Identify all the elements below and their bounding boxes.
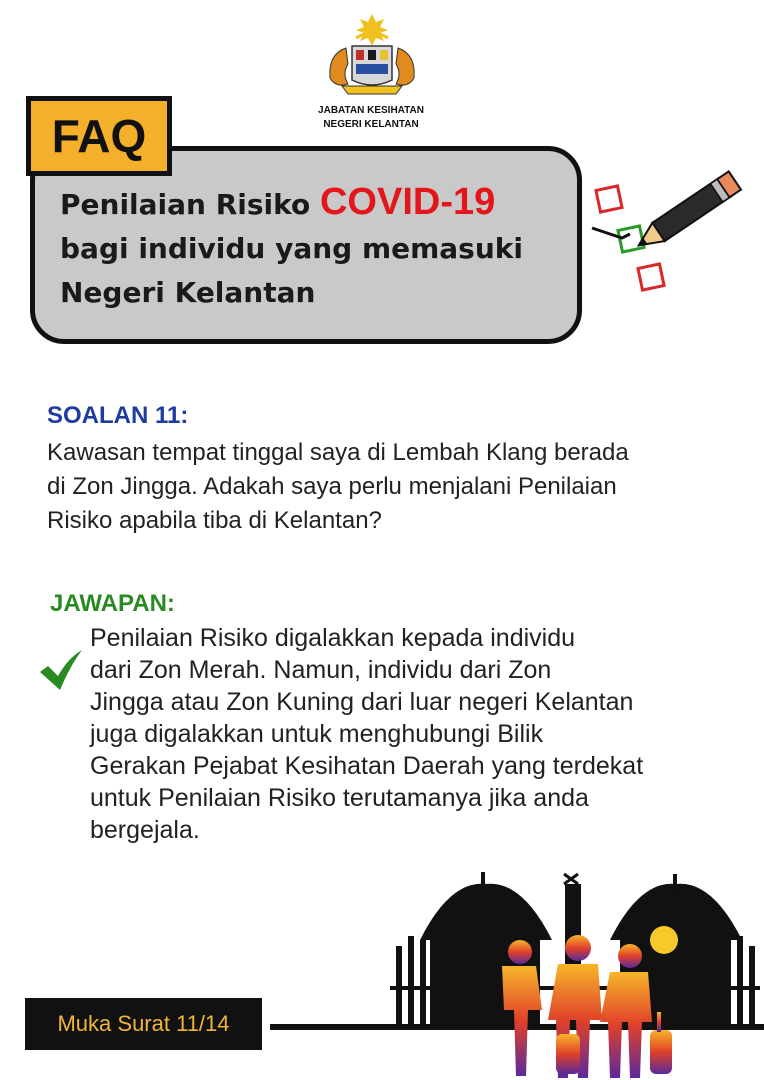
coat-of-arms-icon: [316, 12, 428, 98]
department-line-1: JABATAN KESIHATAN: [318, 105, 424, 116]
title-text: [60, 180, 580, 340]
question-line: Risiko apabila tiba di Kelantan?: [47, 507, 382, 534]
answer-line: Penilaian Risiko digalakkan kepada individu: [90, 624, 576, 652]
answer-label: JAWAPAN:: [50, 590, 175, 617]
answer-line: juga digalakkan untuk menghubungi Bilik: [90, 720, 544, 748]
page-number-badge: Muka Surat 11/14: [25, 998, 262, 1050]
answer-line: bergejala.: [90, 816, 200, 844]
question-line: Kawasan tempat tinggal saya di Lembah Klang berada: [47, 439, 629, 466]
answer-line: dari Zon Merah. Namun, individu dari Zon: [90, 656, 552, 684]
checklist-pencil-icon: [584, 166, 754, 310]
question-label: SOALAN 11:: [47, 402, 189, 429]
title-line-3: Negeri Kelantan: [60, 276, 316, 309]
answer-line: Gerakan Pejabat Kesihatan Daerah yang terdekat: [90, 752, 644, 780]
title-line-1: [60, 180, 580, 227]
title-line-1-prefix: Penilaian Risiko: [60, 188, 320, 221]
title-covid-highlight: COVID-19: [319, 181, 496, 223]
department-line-2: NEGERI KELANTAN: [323, 119, 419, 130]
answer-text: [90, 622, 750, 846]
mosque-travellers-icon: [270, 866, 764, 1080]
answer-line: Jingga atau Zon Kuning dari luar negeri Kelantan: [90, 688, 634, 716]
department-name: [296, 104, 446, 132]
checkmark-icon: [38, 648, 84, 694]
faq-tag: FAQ: [26, 96, 172, 176]
answer-line: untuk Penilaian Risiko terutamanya jika anda: [90, 784, 589, 812]
question-line: di Zon Jingga. Adakah saya perlu menjalani Penilaian: [47, 473, 617, 500]
title-line-2: bagi individu yang memasuki: [60, 232, 523, 265]
question-text: [47, 436, 747, 538]
